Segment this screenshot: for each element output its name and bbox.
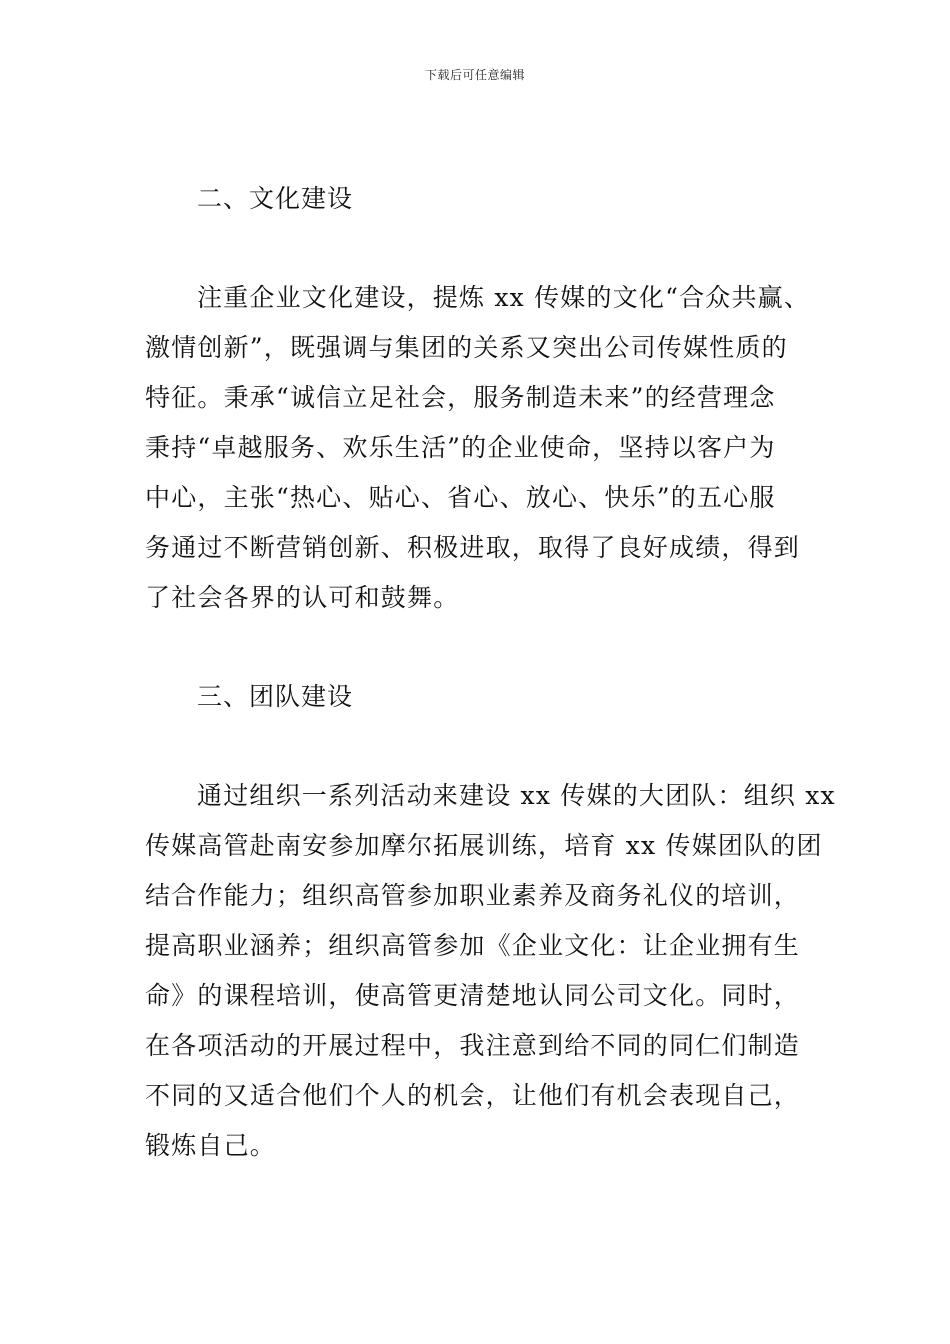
paragraph-line: 激情创新”，既强调与集团的关系又突出公司传媒性质的 — [145, 333, 788, 362]
paragraph-culture — [145, 273, 810, 623]
paragraph-line: 结合作能力；组织高管参加职业素养及商务礼仪的培训， — [145, 881, 801, 910]
paragraph-line: 提高职业涵养；组织高管参加《企业文化：让企业拥有生 — [145, 931, 801, 960]
paragraph-line: 务通过不断营销创新、积极进取，取得了良好成绩，得到 — [145, 533, 801, 562]
paragraph-line: 通过组织一系列活动来建设 xx 传媒的大团队：组织 xx — [197, 781, 836, 810]
paragraph-team — [145, 771, 836, 1171]
page-header-note: 下载后可任意编辑 — [424, 68, 525, 82]
section-heading-team: 三、团队建设 — [197, 682, 354, 711]
paragraph-line: 在各项活动的开展过程中，我注意到给不同的同仁们制造 — [145, 1031, 801, 1060]
paragraph-line: 中心，主张“热心、贴心、省心、放心、快乐”的五心服 — [145, 483, 776, 512]
paragraph-line: 注重企业文化建设，提炼 xx 传媒的文化“合众共赢、 — [197, 283, 811, 312]
paragraph-line: 锻炼自己。 — [145, 1131, 277, 1160]
section-heading-culture: 二、文化建设 — [197, 184, 354, 213]
paragraph-line: 了社会各界的认可和鼓舞。 — [145, 583, 460, 612]
paragraph-line: 秉持“卓越服务、欢乐生活”的企业使命，坚持以客户为 — [145, 433, 776, 462]
paragraph-line: 传媒高管赴南安参加摩尔拓展训练，培育 xx 传媒团队的团 — [145, 831, 823, 860]
paragraph-line: 特征。秉承“诚信立足社会，服务制造未来”的经营理念 — [145, 383, 776, 412]
paragraph-line: 不同的又适合他们个人的机会，让他们有机会表现自己， — [145, 1081, 801, 1110]
paragraph-line: 命》的课程培训，使高管更清楚地认同公司文化。同时， — [145, 981, 801, 1010]
